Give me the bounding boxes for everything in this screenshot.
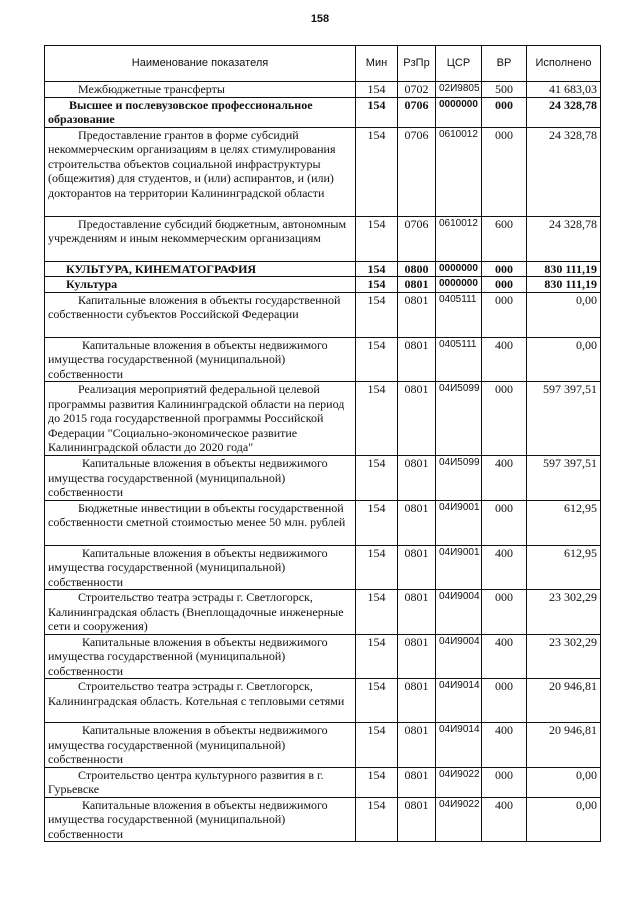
row-name: Реализация мероприятий федеральной целевой программы развития Калининградской области на период до 2015 года государственной программы Российской Федерации "Социально-экономическое развитие Калининградской области до 2020 года" [45, 382, 356, 456]
budget-table [44, 45, 601, 842]
row-csr: 0610012 [436, 216, 482, 261]
row-rzpr: 0706 [398, 216, 436, 261]
row-executed: 20 946,81 [527, 723, 601, 768]
row-vr: 000 [482, 127, 527, 216]
row-executed: 41 683,03 [527, 82, 601, 98]
row-min: 154 [356, 767, 398, 797]
row-executed: 830 111,19 [527, 277, 601, 293]
row-csr: 0000000 [436, 97, 482, 127]
table-row [45, 679, 601, 723]
table-row [45, 456, 601, 501]
row-name: Межбюджетные трансферты [45, 82, 356, 98]
row-rzpr: 0801 [398, 500, 436, 545]
row-name: Бюджетные инвестиции в объекты государственной собственности сметной стоимостью менее 50 млн. рублей [45, 500, 356, 545]
row-csr: 04И9022 [436, 797, 482, 842]
row-rzpr: 0801 [398, 634, 436, 679]
row-csr: 0405111 [436, 292, 482, 337]
row-csr: 02И9805 [436, 82, 482, 98]
row-name: Строительство театра эстрады г. Светлогорск, Калининградская область (Внеплощадочные инженерные сети и сооружения) [45, 590, 356, 635]
row-rzpr: 0801 [398, 277, 436, 293]
row-executed: 597 397,51 [527, 382, 601, 456]
row-vr: 000 [482, 500, 527, 545]
row-rzpr: 0801 [398, 337, 436, 382]
row-name: Предоставление субсидий бюджетным, автономным учреждениям и иным некоммерческим организациям [45, 216, 356, 261]
row-name: Строительство театра эстрады г. Светлогорск, Калининградская область. Котельная с тепловыми сетями [45, 679, 356, 723]
row-name: Капитальные вложения в объекты недвижимого имущества государственной (муниципальной) собственности [45, 545, 356, 590]
row-min: 154 [356, 797, 398, 842]
row-csr: 04И9014 [436, 679, 482, 723]
row-csr: 0610012 [436, 127, 482, 216]
header-min: Мин [356, 46, 398, 82]
table-row [45, 500, 601, 545]
row-vr: 400 [482, 634, 527, 679]
row-vr: 400 [482, 456, 527, 501]
row-name: Капитальные вложения в объекты недвижимого имущества государственной (муниципальной) собственности [45, 723, 356, 768]
row-csr: 04И9022 [436, 767, 482, 797]
table-row [45, 767, 601, 797]
row-vr: 000 [482, 97, 527, 127]
row-csr: 04И5099 [436, 382, 482, 456]
row-name: Предоставление грантов в форме субсидий некоммерческим организациям в целях стимулирования строительства объектов социальной инфраструктуры (общежития) для студентов, и (или) аспирантов, и (или) докторантов на территории Калининградской области [45, 127, 356, 216]
row-rzpr: 0801 [398, 723, 436, 768]
row-min: 154 [356, 634, 398, 679]
row-min: 154 [356, 82, 398, 98]
row-min: 154 [356, 261, 398, 277]
header-rzpr: РзПр [398, 46, 436, 82]
row-vr: 000 [482, 292, 527, 337]
row-vr: 400 [482, 797, 527, 842]
row-csr: 04И5099 [436, 456, 482, 501]
row-csr: 0000000 [436, 277, 482, 293]
table-row [45, 82, 601, 98]
row-rzpr: 0801 [398, 382, 436, 456]
table-row [45, 216, 601, 261]
table-row [45, 337, 601, 382]
row-name: Капитальные вложения в объекты государственной собственности субъектов Российской Федерации [45, 292, 356, 337]
page-number: 158 [310, 13, 330, 25]
row-name: Высшее и послевузовское профессиональное образование [45, 97, 356, 127]
row-executed: 0,00 [527, 337, 601, 382]
row-vr: 000 [482, 277, 527, 293]
table-row [45, 382, 601, 456]
row-vr: 000 [482, 767, 527, 797]
row-rzpr: 0706 [398, 97, 436, 127]
row-executed: 597 397,51 [527, 456, 601, 501]
row-vr: 400 [482, 545, 527, 590]
row-min: 154 [356, 292, 398, 337]
row-executed: 20 946,81 [527, 679, 601, 723]
table-row [45, 261, 601, 277]
row-vr: 400 [482, 337, 527, 382]
row-vr: 600 [482, 216, 527, 261]
row-name: Строительство центра культурного развития в г. Гурьевске [45, 767, 356, 797]
row-min: 154 [356, 500, 398, 545]
row-rzpr: 0801 [398, 797, 436, 842]
row-rzpr: 0801 [398, 545, 436, 590]
row-vr: 400 [482, 723, 527, 768]
table-row [45, 545, 601, 590]
row-min: 154 [356, 679, 398, 723]
row-min: 154 [356, 545, 398, 590]
header-csr: ЦСР [436, 46, 482, 82]
row-csr: 04И9001 [436, 500, 482, 545]
row-executed: 24 328,78 [527, 127, 601, 216]
row-rzpr: 0801 [398, 292, 436, 337]
header-executed: Исполнено [527, 46, 601, 82]
table-row [45, 634, 601, 679]
table-row [45, 127, 601, 216]
row-executed: 23 302,29 [527, 634, 601, 679]
row-csr: 04И9001 [436, 545, 482, 590]
row-rzpr: 0800 [398, 261, 436, 277]
row-name: Культура [45, 277, 356, 293]
table-row [45, 723, 601, 768]
header-vr: ВР [482, 46, 527, 82]
row-name: Капитальные вложения в объекты недвижимого имущества государственной (муниципальной) собственности [45, 337, 356, 382]
row-min: 154 [356, 382, 398, 456]
row-rzpr: 0801 [398, 767, 436, 797]
row-name: Капитальные вложения в объекты недвижимого имущества государственной (муниципальной) собственности [45, 797, 356, 842]
row-min: 154 [356, 216, 398, 261]
table-row [45, 292, 601, 337]
row-vr: 000 [482, 261, 527, 277]
row-vr: 000 [482, 679, 527, 723]
row-rzpr: 0706 [398, 127, 436, 216]
row-executed: 612,95 [527, 500, 601, 545]
table-row [45, 97, 601, 127]
row-vr: 000 [482, 382, 527, 456]
row-rzpr: 0801 [398, 590, 436, 635]
row-min: 154 [356, 97, 398, 127]
row-min: 154 [356, 723, 398, 768]
row-vr: 500 [482, 82, 527, 98]
row-min: 154 [356, 127, 398, 216]
row-min: 154 [356, 590, 398, 635]
row-executed: 0,00 [527, 292, 601, 337]
row-name: Капитальные вложения в объекты недвижимого имущества государственной (муниципальной) собственности [45, 456, 356, 501]
row-executed: 830 111,19 [527, 261, 601, 277]
row-rzpr: 0702 [398, 82, 436, 98]
row-min: 154 [356, 277, 398, 293]
row-csr: 04И9004 [436, 590, 482, 635]
row-executed: 24 328,78 [527, 216, 601, 261]
row-csr: 04И9004 [436, 634, 482, 679]
row-vr: 000 [482, 590, 527, 635]
row-name: КУЛЬТУРА, КИНЕМАТОГРАФИЯ [45, 261, 356, 277]
row-csr: 0000000 [436, 261, 482, 277]
row-rzpr: 0801 [398, 679, 436, 723]
row-csr: 04И9014 [436, 723, 482, 768]
row-min: 154 [356, 337, 398, 382]
table-row [45, 590, 601, 635]
row-executed: 0,00 [527, 767, 601, 797]
row-csr: 0405111 [436, 337, 482, 382]
table-header-row [45, 46, 601, 82]
table-row [45, 797, 601, 842]
row-executed: 23 302,29 [527, 590, 601, 635]
row-executed: 0,00 [527, 797, 601, 842]
row-executed: 612,95 [527, 545, 601, 590]
header-name: Наименование показателя [45, 46, 356, 82]
row-min: 154 [356, 456, 398, 501]
row-rzpr: 0801 [398, 456, 436, 501]
row-executed: 24 328,78 [527, 97, 601, 127]
row-name: Капитальные вложения в объекты недвижимого имущества государственной (муниципальной) собственности [45, 634, 356, 679]
table-row [45, 277, 601, 293]
